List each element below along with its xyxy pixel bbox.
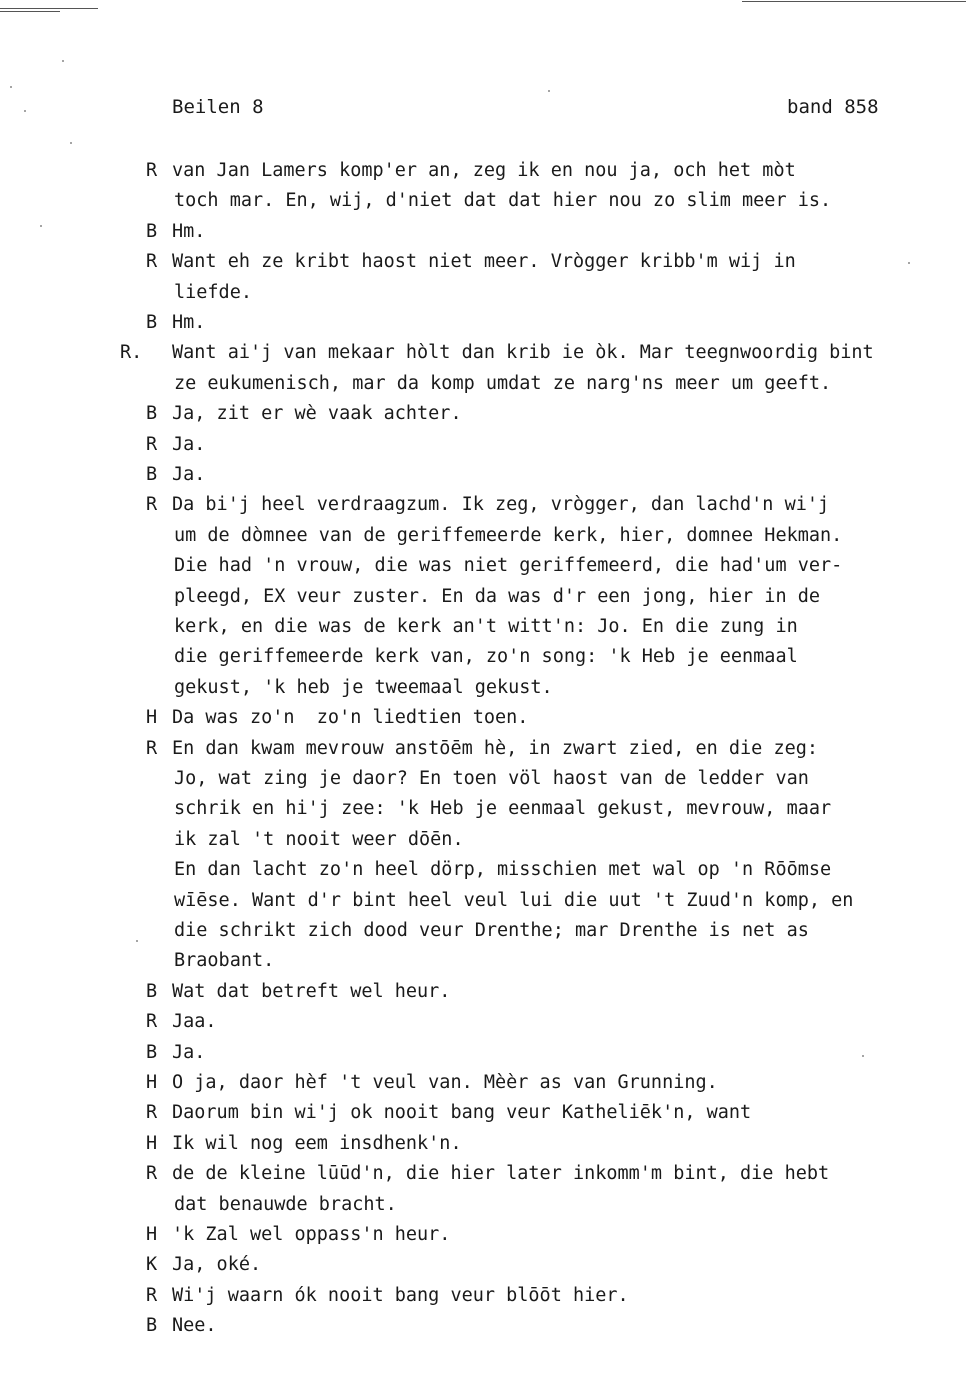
transcript-line: de de kleine lūūd'n, die hier later inkomm'm bint, die hebt: [172, 1163, 830, 1185]
transcript-line: Ja, zit er wè vaak achter.: [172, 403, 462, 425]
transcript-line: Ja.: [172, 464, 206, 485]
transcript-line: die schrikt zich dood veur Drenthe; mar Drenthe is net as: [174, 920, 809, 941]
transcript-line: kerk, en die was de kerk an't witt'n: Jo. En die zung in: [174, 616, 798, 637]
transcript-line: Da was zo'n zo'n liedtien toen.: [172, 707, 529, 729]
transcript-line: En dan kwam mevrouw anstōēm hè, in zwart zied, en die zeg:: [172, 737, 819, 759]
transcript-line: van Jan Lamers komp'er an, zeg ik en nou ja, och het mòt: [172, 160, 796, 181]
transcript-line: Want eh ze kribt haost niet meer. Vrògger kribb'm wij in: [172, 251, 796, 273]
speaker-label: B: [146, 220, 158, 242]
top-right-rule: [742, 1, 966, 2]
transcript-line: liefde.: [174, 281, 252, 303]
top-left-rule-2: [0, 11, 60, 12]
speaker-label: R: [146, 433, 158, 455]
speaker-label: H: [146, 1224, 158, 1245]
transcript-line: Wat dat betreft wel heur.: [172, 980, 451, 1002]
transcript-line: pleegd, EX veur zuster. En da was d'r een jong, hier in de: [174, 585, 821, 607]
speaker-label: B: [146, 980, 158, 1002]
transcript-line: ik zal 't nooit weer dōēn.: [174, 828, 464, 850]
transcript-line: Jo, wat zing je daor? En toen völ haost van de ledder van: [174, 768, 809, 789]
transcript-line: Daorum bin wi'j ok nooit bang veur Katheliēk'n, want: [172, 1102, 752, 1124]
transcript-line: gekust, 'k heb je tweemaal gekust.: [174, 676, 553, 698]
speaker-label: R: [146, 737, 158, 759]
transcript-line: Jaa.: [172, 1011, 217, 1033]
header-band: band 858: [787, 96, 879, 118]
speaker-label: H: [146, 1132, 158, 1154]
transcript-line: 'k Zal wel oppass'n heur.: [172, 1224, 451, 1245]
transcript-line: toch mar. En, wij, d'niet dat dat hier nou zo slim meer is.: [174, 190, 832, 212]
transcript-line: Die had 'n vrouw, die was niet geriffemeerd, die had'um ver-: [174, 555, 843, 577]
transcript-line: Wi'j waarn ók nooit bang veur blōōt hier.: [172, 1284, 629, 1306]
speaker-label: H: [146, 707, 158, 729]
transcript-line: ze eukumenisch, mar da komp umdat ze narg'ns meer um geeft.: [174, 372, 832, 394]
speaker-label: B: [146, 464, 158, 485]
transcript-line: Ja.: [172, 1041, 206, 1063]
speaker-label: K: [146, 1254, 158, 1276]
transcript-line: Nee.: [172, 1315, 217, 1337]
speaker-label: R: [146, 1102, 158, 1124]
speaker-label: B: [146, 1041, 158, 1063]
transcript-line: Ja.: [172, 433, 206, 455]
transcript-line: um de dòmnee van de geriffemeerde kerk, hier, domnee Hekman.: [174, 524, 843, 546]
transcript-line: Ja, oké.: [172, 1254, 262, 1276]
speaker-label: R: [146, 160, 158, 181]
speaker-label: R.: [120, 342, 143, 364]
speaker-label: R: [146, 1163, 158, 1185]
top-left-rule: [0, 8, 98, 9]
transcript-line: Ik wil nog eem insdhenk'n.: [172, 1132, 462, 1154]
transcript-line: schrik en hi'j zee: 'k Heb je eenmaal gekust, mevrouw, maar: [174, 798, 832, 820]
transcript-line: wīēse. Want d'r bint heel veul lui die uut 't Zuud'n komp, en: [174, 889, 854, 911]
transcript-line: Hm.: [172, 220, 206, 242]
transcript-line: O ja, daor hèf 't veul van. Mèèr as van Grunning.: [172, 1072, 718, 1093]
speaker-label: B: [146, 403, 158, 425]
transcript-line: dat benauwde bracht.: [174, 1193, 397, 1215]
header-location: Beilen 8: [172, 96, 264, 118]
speaker-label: B: [146, 1315, 158, 1337]
speaker-label: R: [146, 1284, 158, 1306]
speaker-label: B: [146, 312, 158, 333]
speaker-label: H: [146, 1072, 158, 1093]
speaker-label: R: [146, 494, 158, 516]
transcript-line: Da bi'j heel verdraagzum. Ik zeg, vrògger, dan lachd'n wi'j: [172, 494, 830, 516]
speaker-label: R: [146, 1011, 158, 1033]
transcript-line: Hm.: [172, 312, 206, 333]
transcript-line: Braobant.: [174, 950, 275, 972]
transcript-line: die geriffemeerde kerk van, zo'n song: 'k Heb je eenmaal: [174, 646, 798, 668]
transcript-line: Want ai'j van mekaar hòlt dan krib ie òk. Mar teegnwoordig bint: [172, 342, 874, 364]
transcript-line: En dan lacht zo'n heel dörp, misschien met wal op 'n Rōōmse: [174, 859, 832, 881]
speaker-label: R: [146, 251, 158, 273]
